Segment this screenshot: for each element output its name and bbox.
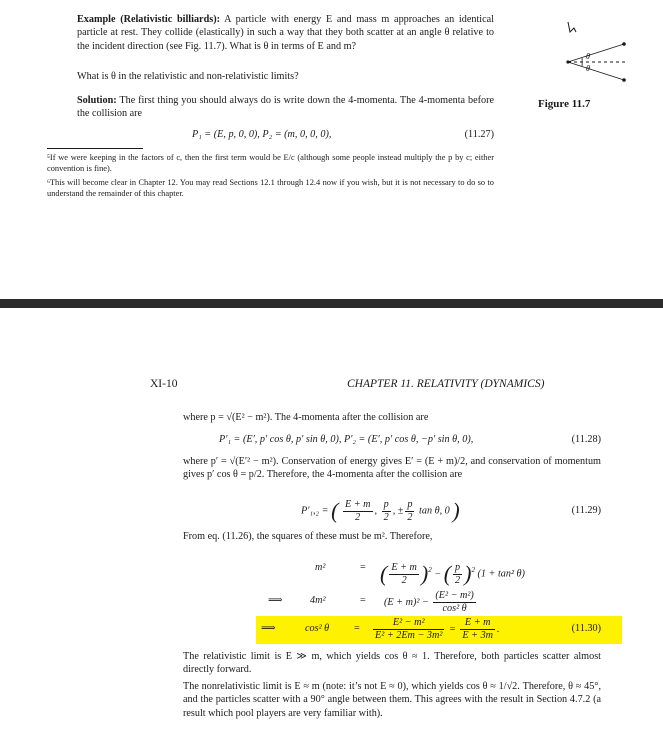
equation-rhs-tail: (1 + tan² θ) (477, 568, 525, 580)
equation-number: (11.30) (571, 623, 601, 634)
equation-rhs (384, 586, 478, 620)
equation-11-29-body: P′₁,₂ = ( $\frac{E + m}{2}$ , $\frac{p}{2}$ , ± $\frac{p}{2}$ tan θ, 0 ) (301, 498, 460, 523)
footnote-rule (47, 148, 143, 149)
equation-lhs: 4m² (310, 595, 326, 606)
equation-lhs: m² (315, 562, 326, 573)
footnote-5: ⁵If we were keeping in the factors of c, then the first term would be E/c (although some people instead multiply the p by c; either convention is fine). (47, 153, 494, 174)
scattering-diagram (520, 14, 640, 94)
chapter-header: CHAPTER 11. RELATIVITY (DYNAMICS) (347, 378, 545, 390)
equation-11-29-tail: tan θ, 0 (419, 505, 450, 517)
example-paragraph (77, 13, 494, 53)
solution-paragraph (77, 94, 494, 121)
equation-rhs: ( $\frac{E + m}{2}$ )$^2$ − ( $\frac{p}{2}$ )$^2$ (1 + tan² θ) (380, 561, 525, 587)
fraction: $\frac{\text{E² − m²}}{\text{E² + 2Em − 3m²}}$ (375, 617, 443, 642)
equation-11-29 (183, 494, 601, 528)
implies-arrow: ⟹ (268, 595, 283, 606)
solution-label: Solution: (77, 95, 117, 106)
body-paragraph-2: where p′ = √(E′² − m²). Conservation of energy gives E′ = (E + m)/2, and conservation of momentum gives p′ cos θ = p/2. Therefore, the 4-momenta after the collision are (183, 456, 601, 481)
page-separator (0, 299, 663, 308)
page-number: XI-10 (150, 378, 178, 390)
equation-rhs-a: (E + m)² − (384, 597, 429, 608)
equation-lhs: cos² θ (305, 623, 330, 634)
equation-number: (11.28) (571, 434, 601, 445)
figure-11-7 (520, 14, 640, 94)
solution-text: The first thing you should always do is write down the 4-momenta. The 4-momenta before the collision are (77, 95, 494, 120)
body-line-1: where p = √(E² − m²). The 4-momenta after the collision are (183, 412, 429, 423)
fraction: $\frac{E + m}{E + 3m}$ (462, 617, 494, 642)
fraction: $\frac{p}{2}$ (383, 498, 389, 523)
fraction: $\frac{E + m}{2}$ (391, 561, 417, 586)
example-title: Example (Relativistic billiards): (77, 14, 220, 25)
example-question: What is θ in the relativistic and non-relativistic limits? (77, 71, 299, 82)
figure-caption: Figure 11.7 (538, 98, 591, 110)
equation-number: (11.27) (464, 129, 494, 140)
equation-m-squared (183, 552, 601, 588)
equation-rhs: $\frac{\text{E² − m²}}{\text{E² + 2Em − 3m²}}$ = $\frac{E + m}{E + 3m}$ . (375, 617, 500, 642)
figure-theta-lower: θ (586, 64, 590, 73)
fraction: $\frac{p}{2}$ (455, 561, 461, 586)
equals-sign: = (354, 623, 360, 634)
fraction: $\frac{E + m}{2}$ (344, 498, 371, 523)
equation-11-30 (183, 616, 601, 644)
body-paragraph-5: The nonrelativistic limit is E ≈ m (note: it’s not E ≈ 0), which yields cos θ ≈ 1/√2. Therefore, θ ≈ 45°, and the particles scatter with a 90° angle between them. This agrees with the result in Section 4.7.2 (a result which pool players are very familiar with). (183, 681, 601, 719)
implies-arrow: ⟹ (261, 623, 276, 634)
body-paragraph-4: The relativistic limit is E ≫ m, which yields cos θ ≈ 1. Therefore, both particles scatter almost directly forward. (183, 651, 601, 676)
equation-11-28-body: P′₁ = (E′, p′ cos θ, p′ sin θ, 0), P′₂ = (E′, p′ cos θ, −p′ sin θ, 0), (219, 434, 474, 445)
example-text: A particle with energy E and mass m approaches an identical particle at rest. They collide (elastically) in such a way that they both scatter at an angle θ relative to the incident direction (see Fig. 11.7). What is θ in terms of E and m? (77, 14, 494, 52)
equals-sign: = (360, 595, 366, 606)
body-paragraph-3: From eq. (11.26), the squares of these must be m². Therefore, (183, 531, 433, 542)
footnote-6: ⁶This will become clear in Chapter 12. You may read Sections 12.1 through 12.4 now if you wish, but it is not necessary to do so to understand the remainder of this chapter. (47, 178, 494, 199)
equation-11-27-body: P₁ = (E, p, 0, 0), P₂ = (m, 0, 0, 0), (192, 129, 332, 140)
equation-11-29-lhs: P′₁,₂ = (301, 505, 329, 517)
fraction: $\frac{\text{(E² − m²)}}{\text{cos² θ}}$ (435, 590, 474, 615)
figure-theta-upper: θ (586, 52, 590, 61)
equation-4m-squared (183, 586, 601, 620)
equals-sign: = (360, 562, 366, 573)
equation-number: (11.29) (571, 505, 601, 516)
fraction: $\frac{p}{2}$ (407, 498, 413, 523)
